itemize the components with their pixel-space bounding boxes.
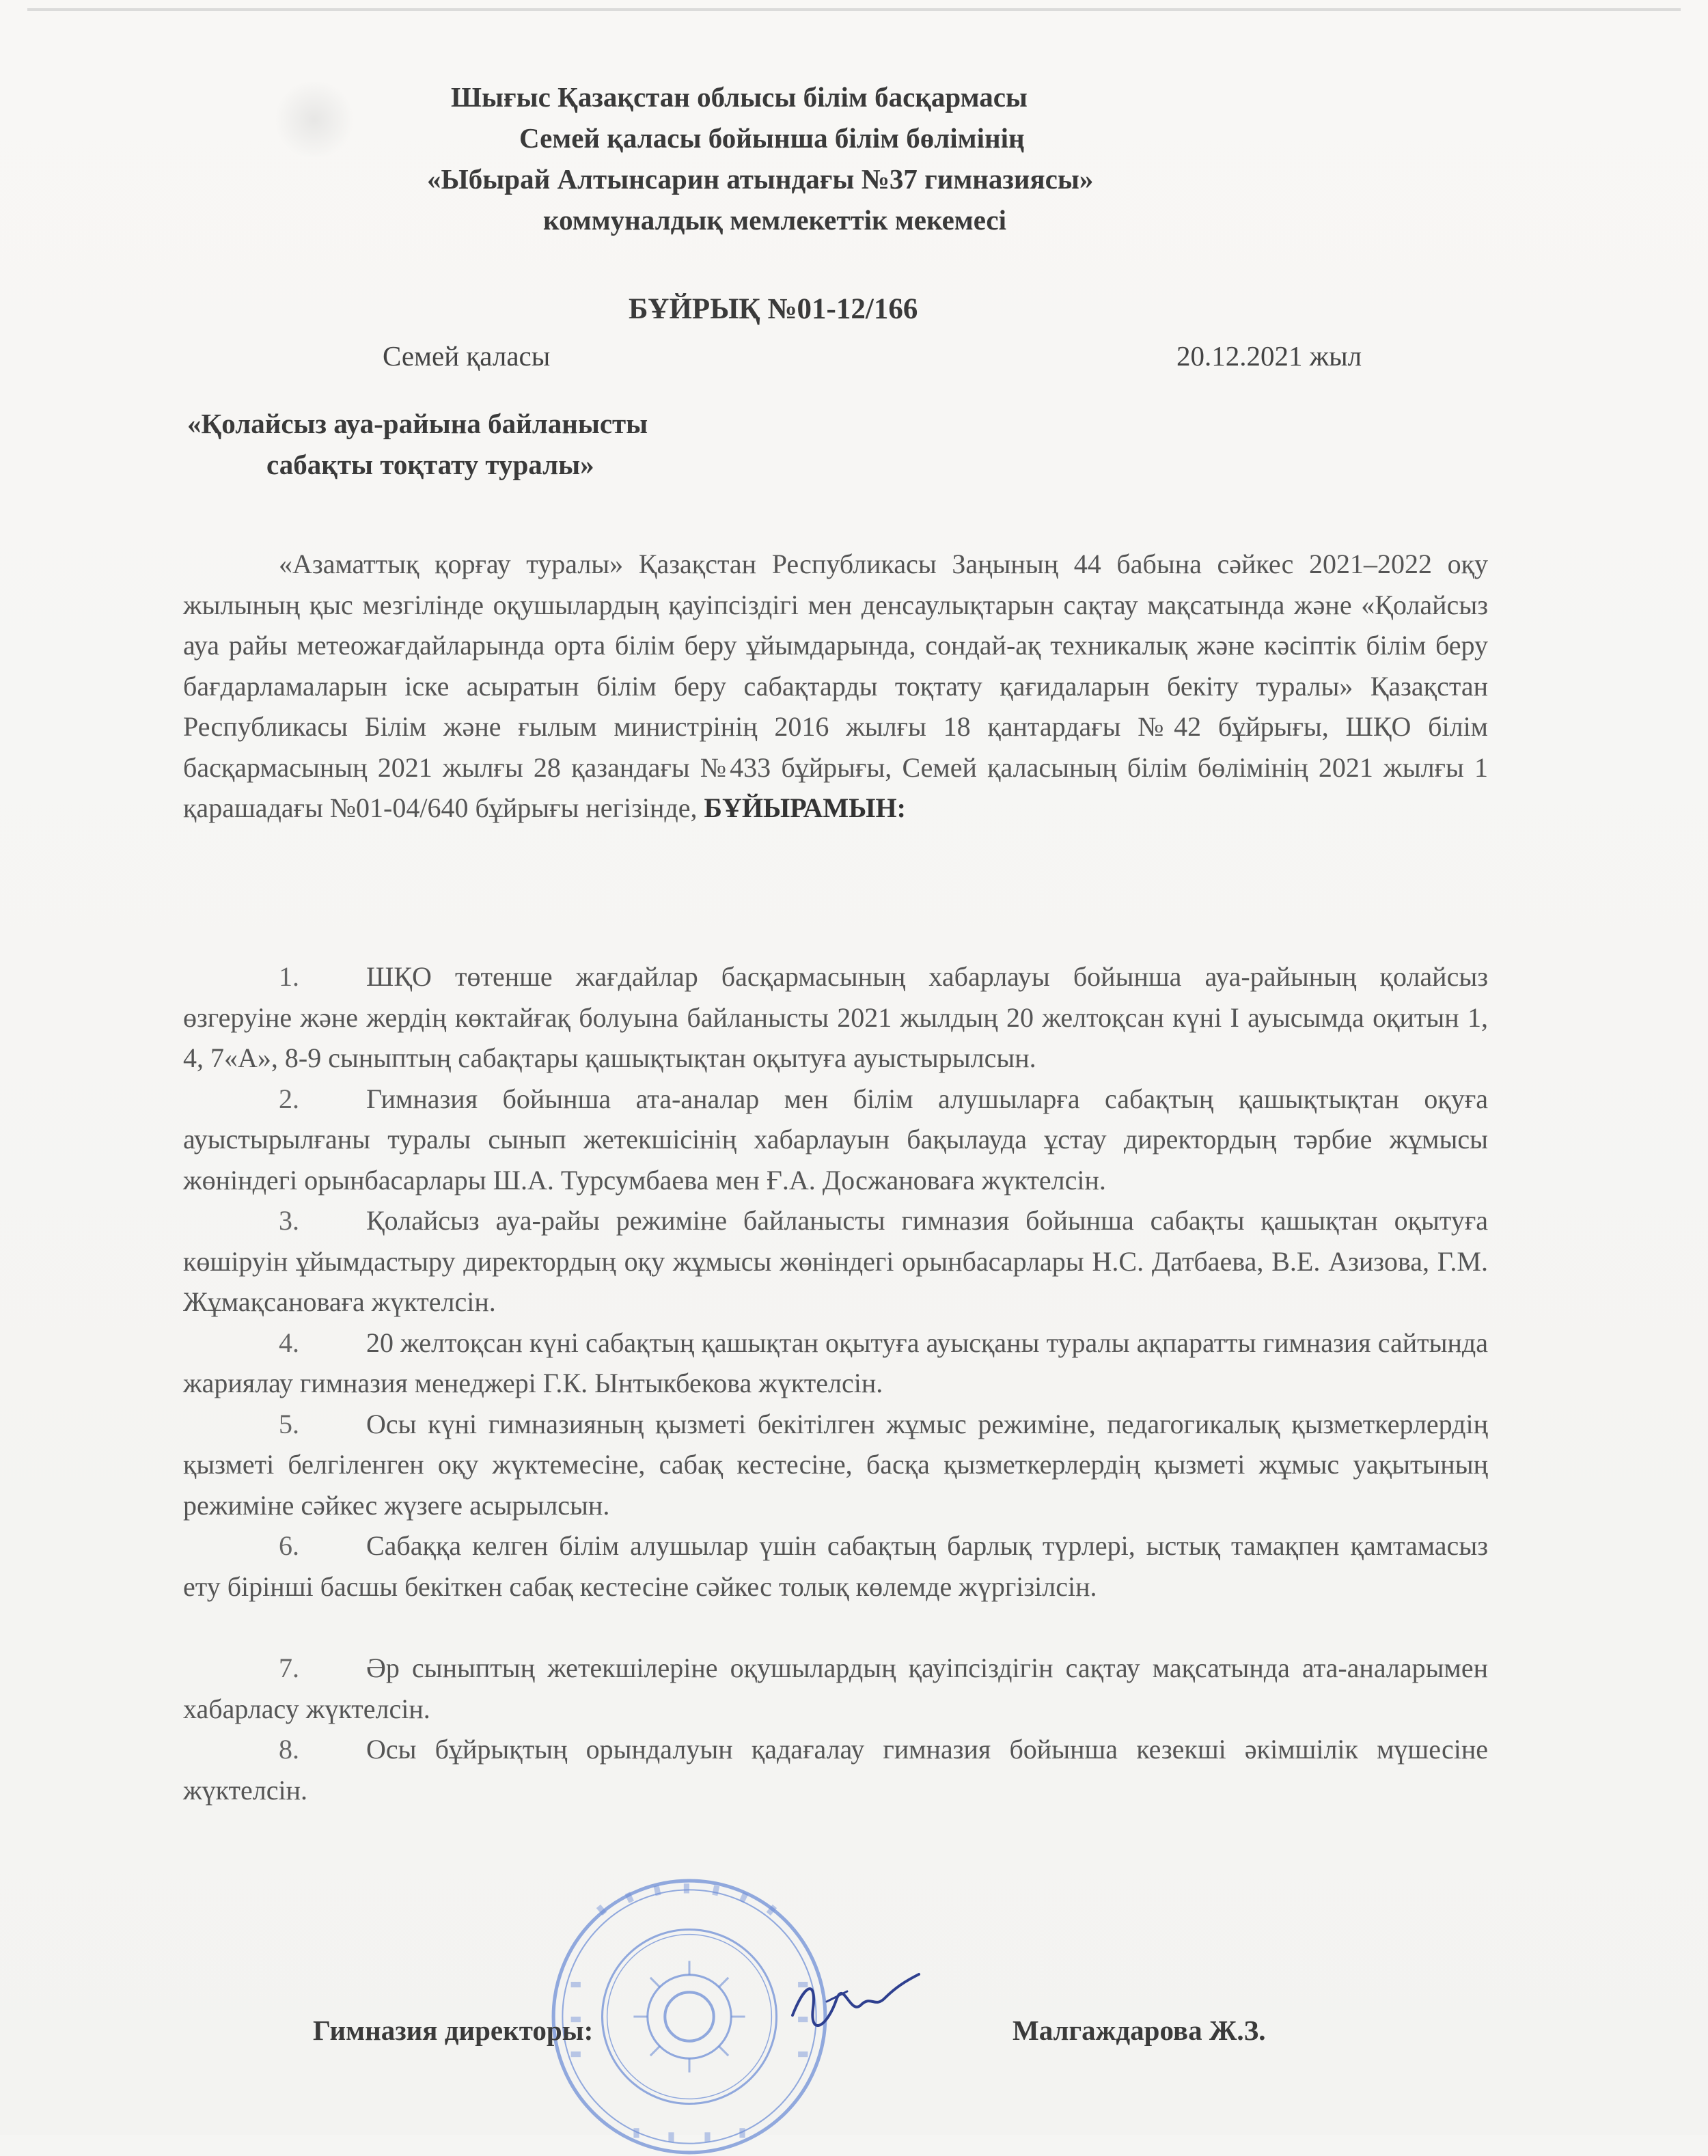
item-number: 7. — [279, 1653, 299, 1683]
scan-smudge — [273, 82, 355, 157]
item-text: ШҚО төтенше жағдайлар басқармасының хабарлауы бойынша ауа-райының қолайсыз өзгеруіне және жердің көктайғақ болуына байланысты 2021 жылдың 20 желтоқсан күні I ауысымда оқитын 1, 4, 7«А», 8-9 сыныптың сабақтары қашықтықтан оқытуға ауыстырылсын. — [183, 961, 1488, 1073]
signature-scribble-icon — [786, 1967, 922, 2036]
item-text: Әр сыныптың жетекшілеріне оқушылардың қауіпсіздігін сақтау мақсатында ата-аналарымен хабарласу жүктелсін. — [183, 1653, 1488, 1724]
item-number: 5. — [279, 1408, 299, 1439]
order-item — [183, 1729, 1488, 1810]
item-number: 8. — [279, 1734, 299, 1765]
item-text: Сабаққа келген білім алушылар үшін сабақтың барлық түрлері, ыстық тамақпен қамтамасыз ету бірінші басшы бекіткен сабақ кестесіне сәйкес толық көлемде жүргізілсін. — [183, 1530, 1488, 1602]
command-word: БҰЙЫРАМЫН: — [704, 792, 906, 823]
item-text: Гимназия бойынша ата-аналар мен білім алушыларға сабақтың қашықтықтан оқуға ауыстырылғаны туралы сынып жетекшісінің хабарлауын бақылауда ұстау директордың тәрбие жұмысы жөніндегі орынбасарлары Ш.А. Турсумбаева мен Ғ.А. Досжановаға жүктелсін. — [183, 1083, 1488, 1196]
item-number: 3. — [279, 1205, 299, 1236]
order-item — [183, 1200, 1488, 1323]
org-header-line-4: коммуналдық мемлекеттік мекемесі — [543, 204, 1007, 236]
intro-paragraph — [183, 544, 1488, 829]
order-title: БҰЙРЫҚ №01-12/166 — [629, 293, 918, 325]
order-date: 20.12.2021 жыл — [1176, 340, 1362, 372]
director-name: Малгаждарова Ж.З. — [1013, 2015, 1266, 2046]
scan-edge — [27, 8, 1681, 11]
director-title: Гимназия директоры: — [313, 2015, 594, 2046]
order-item — [183, 1404, 1488, 1526]
order-items — [183, 956, 1488, 1810]
item-text: Осы бұйрықтың орындалуын қадағалау гимназия бойынша кезекші әкімшілік мүшесіне жүктелсін. — [183, 1734, 1488, 1806]
item-text: 20 желтоқсан күні сабақтың қашықтан оқытуға ауысқаны туралы ақпаратты гимназия сайтында жариялау гимназия менеджері Г.К. Ынтыкбекова жүктелсін. — [183, 1327, 1488, 1398]
subject-line-2: сабақты тоқтату туралы» — [266, 449, 594, 480]
order-item — [183, 1648, 1488, 1729]
item-number: 6. — [279, 1530, 299, 1561]
item-number: 2. — [279, 1083, 299, 1114]
org-header-line-1: Шығыс Қазақстан облысы білім басқармасы — [451, 81, 1028, 113]
item-number: 4. — [279, 1327, 299, 1358]
item-text: Осы күні гимназияның қызметі бекітілген жұмыс режиміне, педагогикалық қызметкерлердің қызметі белгіленген оқу жүктемесіне, сабақ кестесіне, басқа қызметкерлердің қызметі жұмыс уақытының режиміне сәйкес жүзеге асырылсын. — [183, 1408, 1488, 1521]
item-text: Қолайсыз ауа-райы режиміне байланысты гимназия бойынша сабақты қашықтан оқытуға көшіруін ұйымдастыру директордың оқу жұмысы жөніндегі орынбасарлары Н.С. Датбаева, В.Е. Азизова, Г.М. Жұмақсановаға жүктелсін. — [183, 1205, 1488, 1317]
order-item — [183, 1323, 1488, 1404]
order-item — [183, 1079, 1488, 1201]
org-header-line-3: «Ыбырай Алтынсарин атындағы №37 гимназиясы» — [427, 163, 1094, 195]
org-header-line-2: Семей қаласы бойынша білім бөлімінің — [519, 122, 1025, 154]
order-place: Семей қаласы — [383, 340, 551, 372]
subject-line-1: «Қолайсыз ауа-райына байланысты — [187, 408, 648, 439]
intro-text: «Азаматтық қорғау туралы» Қазақстан Республикасы Заңының 44 бабына сәйкес 2021–2022 оқу жылының қыс мезгілінде оқушылардың қауіпсіздігі мен денсаулықтарын сақтау мақсатында және «Қолайсыз ауа райы метеожағдайларында орта білім беру ұйымдарында, сондай-ақ техникалық және кәсіптік білім беру бағдарламаларын іске асыратын білім беру сабақтарды тоқтату қағидаларын бекіту туралы» Қазақстан Республикасы Білім және ғылым министрінің 2016 жылғы 18 қантардағы №42 бұйрығы, ШҚО білім басқармасының 2021 жылғы 28 қазандағы №433 бұйрығы, Семей қаласының білім бөлімінің 2021 жылғы 1 қарашадағы №01-04/640 бұйрығы негізінде, — [183, 549, 1488, 823]
item-number: 1. — [279, 961, 299, 992]
order-item — [183, 956, 1488, 1079]
order-item — [183, 1525, 1488, 1607]
